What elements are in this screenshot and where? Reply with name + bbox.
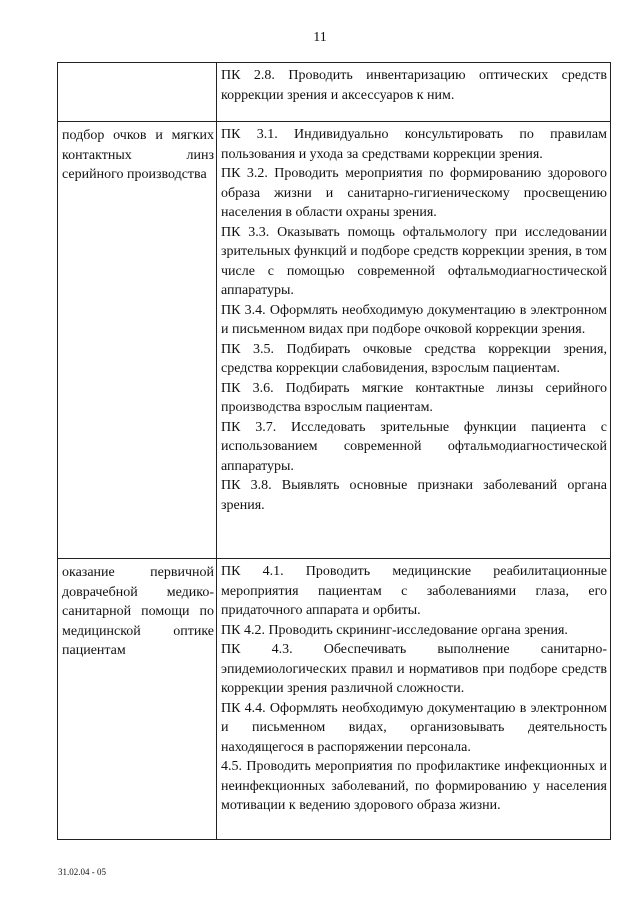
competency-item: ПК 4.4. Оформлять необходимую документацию в электронном и письменном видах, организовывать деятельность находящегося в распоряжении персонала. [221,700,607,755]
competency-cell [217,63,611,122]
activity-cell [58,559,217,840]
table-row [58,63,611,122]
activity-text: оказание первичной доврачебной медико-санитарной помощи по медицинской оптике пациентам [62,565,214,658]
table-row [58,122,611,559]
footer-code: 31.02.04 - 05 [58,867,106,877]
competency-cell [217,559,611,840]
competency-item: ПК 3.8. Выявлять основные признаки заболеваний органа зрения. [221,478,607,513]
competency-item: ПК 3.4. Оформлять необходимую документацию в электронном и письменном видах при подборе очковой коррекции зрения. [221,302,607,337]
competency-item: ПК 4.2. Проводить скрининг-исследование органа зрения. [221,622,568,638]
competency-item: ПК 3.1. Индивидуально консультировать по правилам пользования и ухода за средствами коррекции зрения. [221,127,607,162]
competency-item: 4.5. Проводить мероприятия по профилактике инфекционных и неинфекционных заболеваний, по формированию у населения мотивации к ведению здорового образа жизни. [221,759,607,813]
competency-item: ПК 2.8. Проводить инвентаризацию оптических средств коррекции зрения и аксессуаров к ним. [221,68,607,103]
activity-cell [58,122,217,559]
competency-item: ПК 3.5. Подбирать очковые средства коррекции зрения, средства коррекции слабовидения, взрослым пациентам. [221,341,607,376]
competency-cell [217,122,611,559]
activity-text: подбор очков и мягких контактных линз серийного производства [62,128,214,182]
activity-cell [58,63,217,122]
table-row [58,559,611,840]
page-number: 11 [313,30,327,45]
competency-item: ПК 4.1. Проводить медицинские реабилитационные мероприятия пациентам с заболеваниями глаза, его придаточного аппарата и орбиты. [221,564,607,618]
competency-item: ПК 4.3. Обеспечивать выполнение санитарно-эпидемиологических правил и нормативов при подборе средств коррекции зрения различной сложности. [221,642,607,696]
competency-table [57,62,611,840]
competency-item: ПК 3.6. Подбирать мягкие контактные линзы серийного производства взрослым пациентам. [221,380,607,415]
competency-item: ПК 3.7. Исследовать зрительные функции пациента с использованием современной офтальмодиагностической аппаратуры. [221,419,607,474]
competency-item: ПК 3.3. Оказывать помощь офтальмологу при исследовании зрительных функций и подборе средств коррекции зрения, в том числе с помощью современной офтальмодиагностической аппаратуры. [221,224,607,298]
competency-item: ПК 3.2. Проводить мероприятия по формированию здорового образа жизни и санитарно-гигиеническому просвещению населения в области охраны зрения. [221,166,607,220]
